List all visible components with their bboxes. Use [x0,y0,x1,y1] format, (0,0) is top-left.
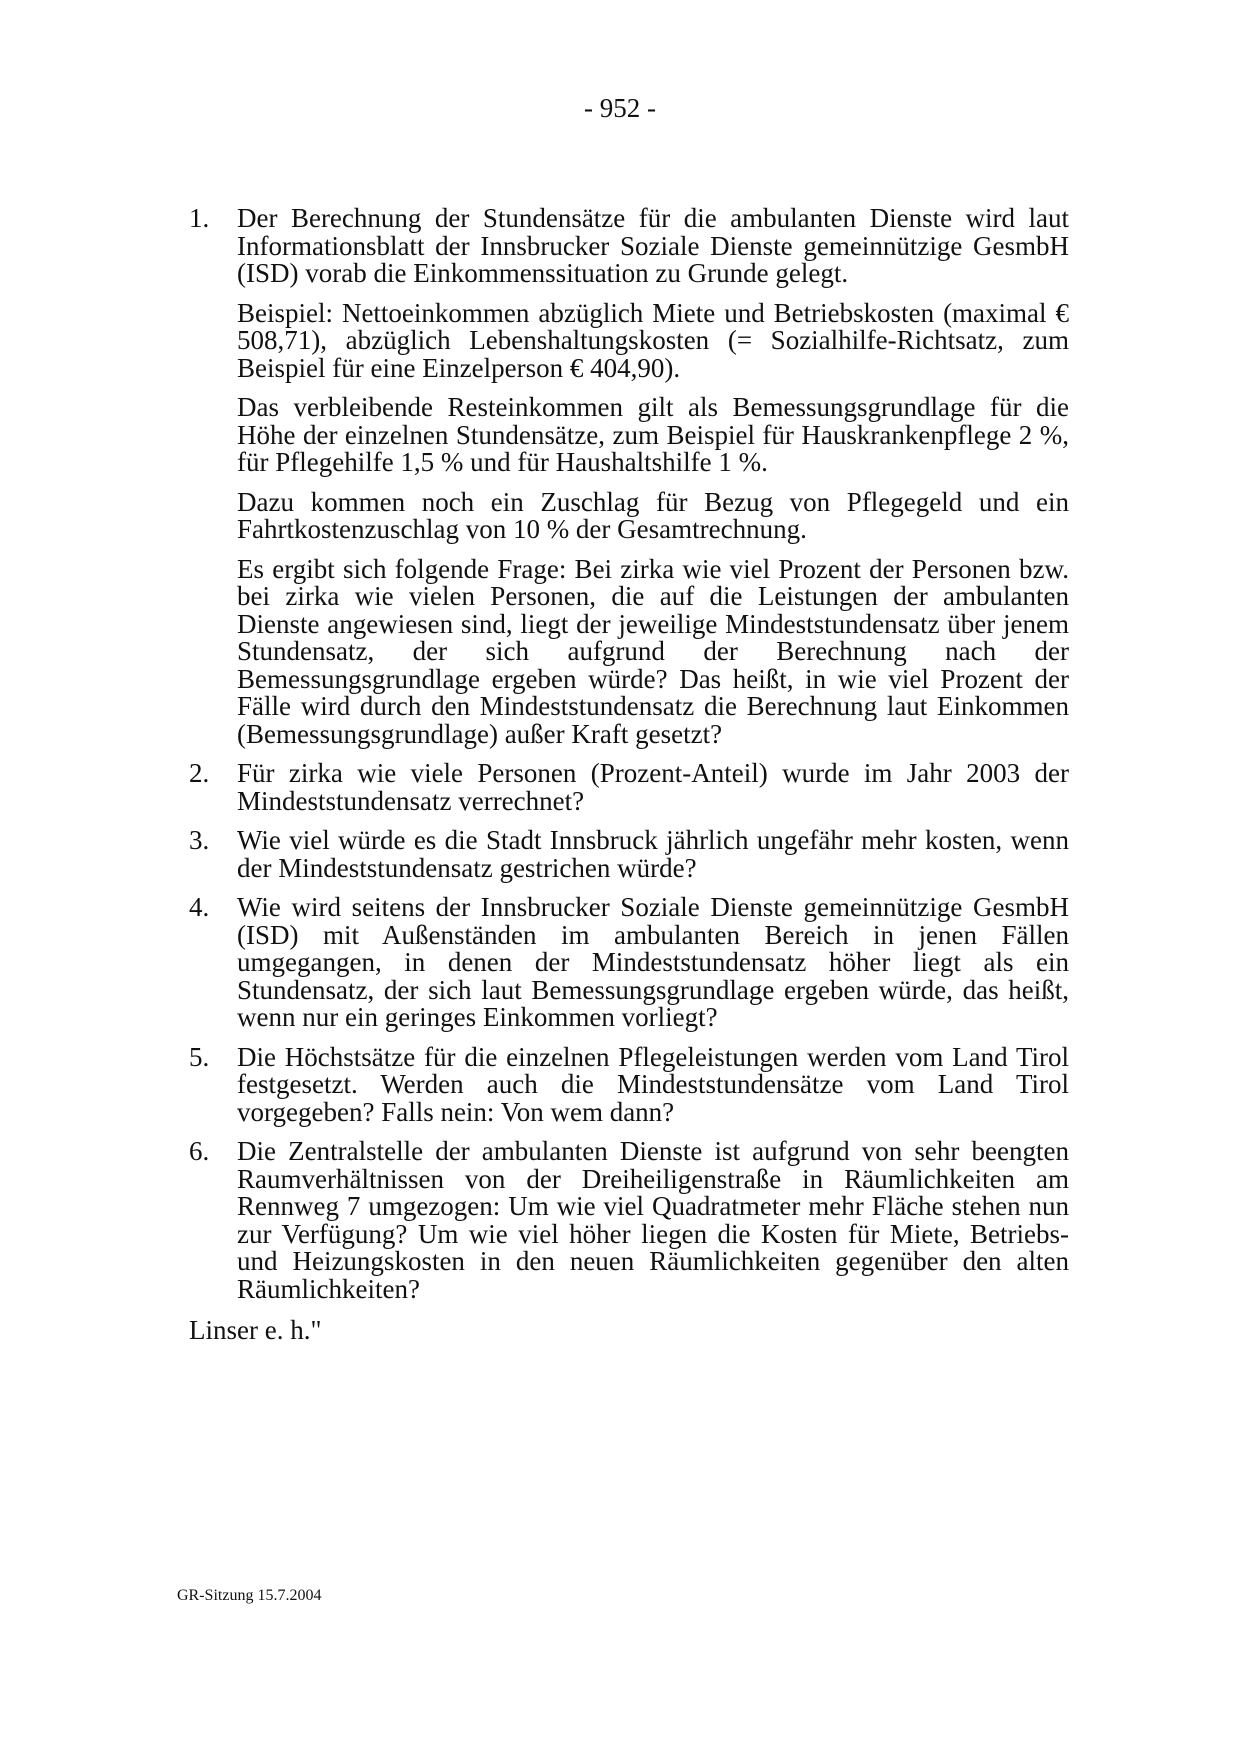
question-list [189,205,1069,1345]
item-paragraph: Der Berechnung der Stundensätze für die ambulanten Dienste wird laut Informationsblatt der Innsbrucker Soziale Dienste gemeinnützige GesmbH (ISD) vorab die Einkommenssituation zu Grunde gelegt. [237,203,1069,288]
item-paragraph: Dazu kommen noch ein Zuschlag für Bezug von Pflegegeld und ein Fahrtkostenzuschlag von 10 % der Gesamtrechnung. [237,486,1069,544]
item-number: 2. [189,758,210,788]
item-number: 4. [189,892,210,922]
item-paragraph: Es ergibt sich folgende Frage: Bei zirka wie viel Prozent der Personen bzw. bei zirka wie vielen Personen, die auf die Leistungen der ambulanten Dienste angewiesen sind, liegt der jeweilige Mindeststundensatz über jenem Stundensatz, der sich aufgrund der Berechnung nach der Bemessungsgrundlage ergeben würde? Das heißt, in wie viel Prozent der Fälle wird durch den Mindeststundensatz die Berechnung laut Einkommen (Bemessungsgrundlage) außer Kraft gesetzt? [237,553,1069,749]
item-number: 1. [189,203,210,233]
list-item [189,827,1069,882]
item-paragraph: Die Zentralstelle der ambulanten Dienste ist aufgrund von sehr beengten Raumverhältnissen von der Dreiheiligenstraße in Räumlichkeiten am Rennweg 7 umgezogen: Um wie viel Quadratmeter mehr Fläche stehen nun zur Verfügung? Um wie viel höher liegen die Kosten für Miete, Betriebs- und Heizungskosten in den neuen Räumlichkeiten gegenüber den alten Räumlichkeiten? [237,1136,1069,1304]
list-item [189,894,1069,1032]
list-item [189,1041,1069,1127]
item-paragraph: Für zirka wie viele Personen (Prozent-Anteil) wurde im Jahr 2003 der Mindeststundensatz verrechnet? [237,758,1069,816]
list-item [189,1138,1069,1303]
item-paragraph: Beispiel: Nettoeinkommen abzüglich Miete und Betriebskosten (maximal € 508,71), abzüglich Lebenshaltungskosten (= Sozialhilfe-Richtsatz, zum Beispiel für eine Einzelperson € 404,90). [237,297,1069,383]
list-item [189,205,1069,748]
item-paragraph: Wie viel würde es die Stadt Innsbruck jährlich ungefähr mehr kosten, wenn der Mindeststundensatz gestrichen würde? [237,825,1069,883]
footer-session-date: GR-Sitzung 15.7.2004 [177,1587,322,1604]
item-paragraph: Die Höchstsätze für die einzelnen Pflegeleistungen werden vom Land Tirol festgesetzt. Werden auch die Mindeststundensätze vom Land Tirol vorgegeben? Falls nein: Von wem dann? [237,1041,1069,1127]
item-paragraph: Das verbleibende Resteinkommen gilt als Bemessungsgrundlage für die Höhe der einzelnen Stundensätze, zum Beispiel für Hauskrankenpflege 2 %, für Pflegehilfe 1,5 % und für Haushaltshilfe 1 %. [237,392,1069,477]
item-number: 3. [189,825,210,855]
item-number: 5. [189,1041,210,1072]
list-item [189,760,1069,815]
item-paragraph: Wie wird seitens der Innsbrucker Soziale Dienste gemeinnützige GesmbH (ISD) mit Außenständen im ambulanten Bereich in jenen Fällen umgegangen, in denen der Mindeststundensatz höher liegt als ein Stundensatz, der sich laut Bemessungsgrundlage ergeben würde, das heißt, wenn nur ein geringes Einkommen vorliegt? [237,892,1069,1032]
signature: Linser e. h." [189,1315,322,1345]
page-number: - 952 - [584,93,656,123]
item-number: 6. [189,1136,210,1166]
